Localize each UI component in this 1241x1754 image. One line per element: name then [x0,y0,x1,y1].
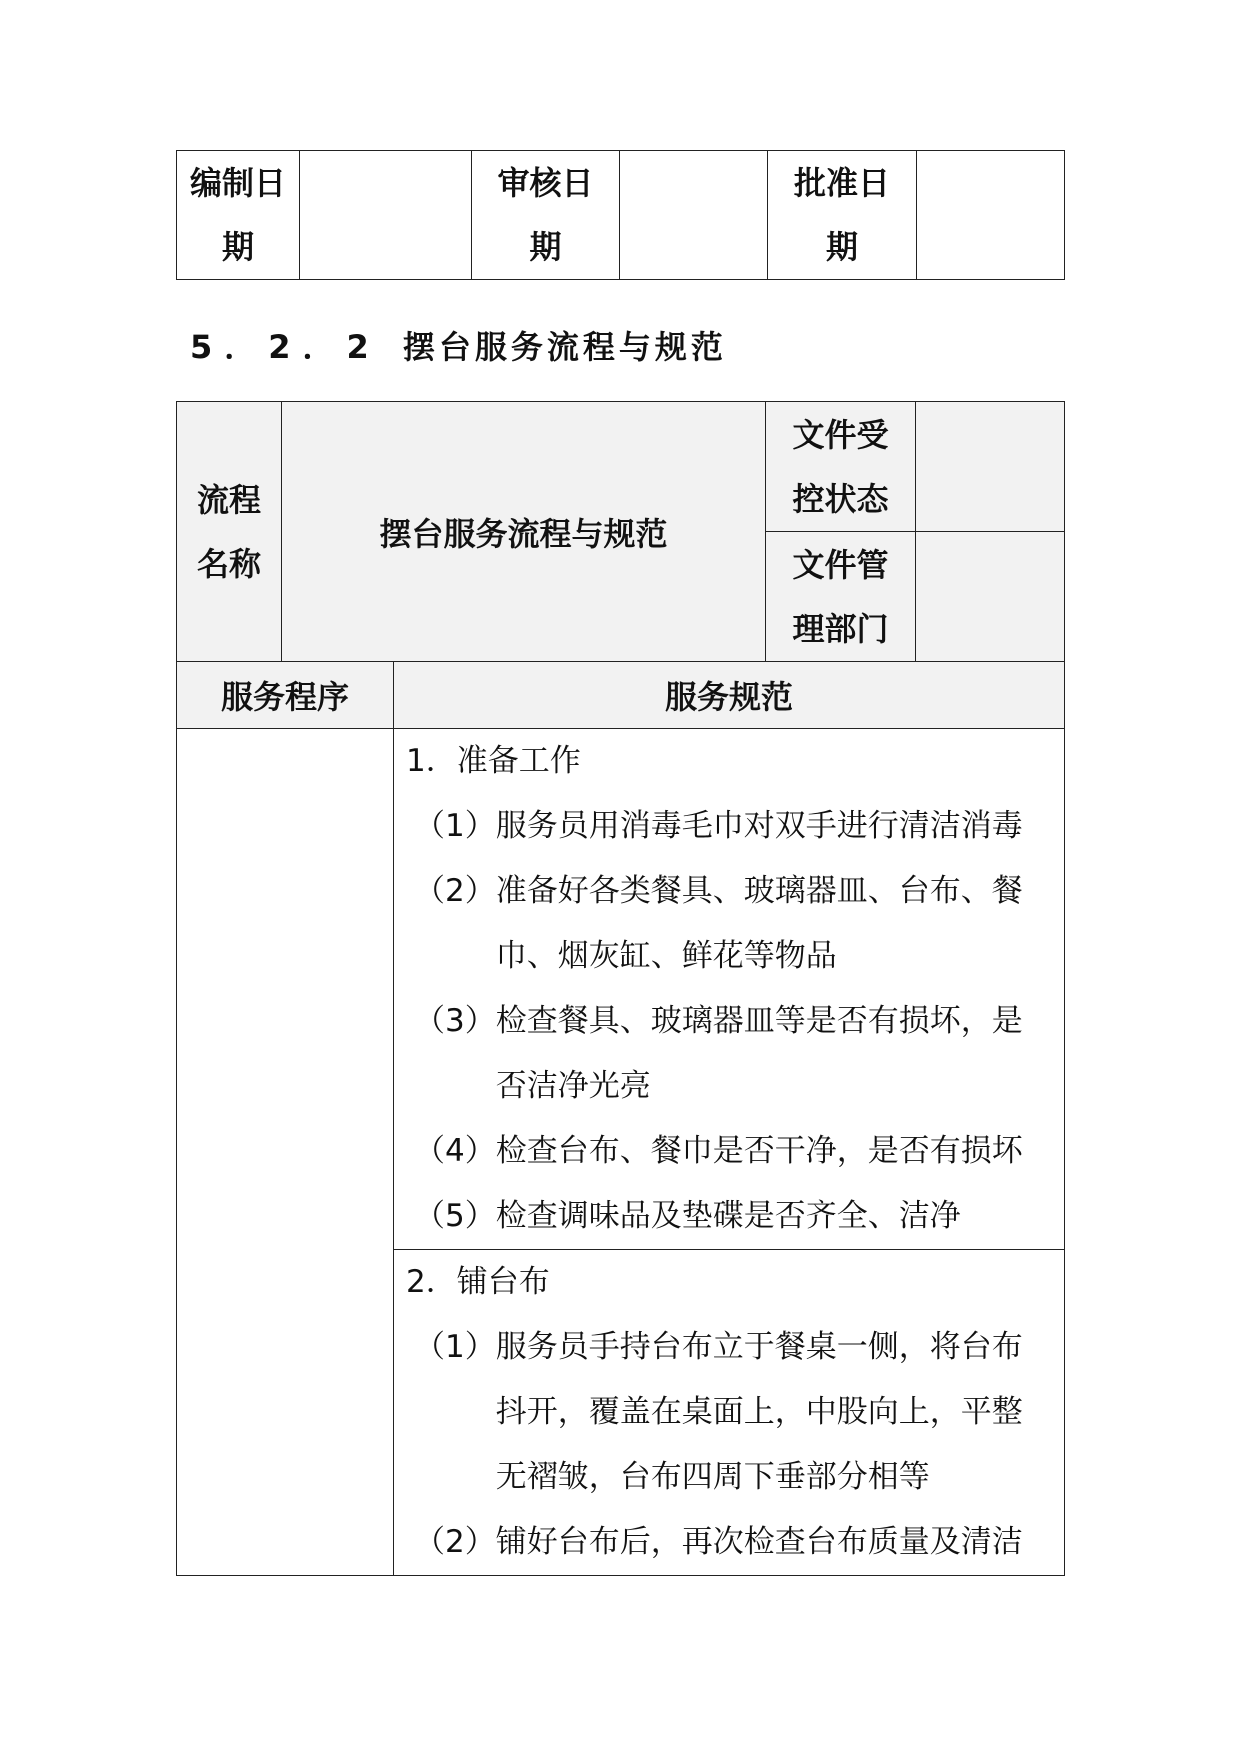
item-number: （2） [414,1524,496,1560]
item-text-line: 铺好台布后，再次检查台布质量及清洁 [495,1524,1023,1560]
item-text-line: 抖开，覆盖在桌面上，中股向上，平整 [495,1394,1023,1430]
managing-dept-value[interactable] [916,532,1065,662]
item-number: （1） [414,1329,496,1365]
item-text-line: 检查调味品及垫碟是否齐全、洁净 [495,1198,961,1234]
column-header-procedure: 服务程序 [177,662,394,729]
standard-item [406,1315,1064,1510]
control-status-label: 文件受 控状态 [766,402,916,532]
item-text [496,794,1064,859]
section-step-title: 2．铺台布 [406,1264,550,1300]
managing-dept-label: 文件管 理部门 [766,532,916,662]
standard-section [394,1249,1064,1575]
item-text [496,1119,1064,1184]
item-number: （5） [414,1198,496,1234]
standard-item [406,1184,1064,1249]
compile-date-label: 编制日 期 [177,151,300,280]
item-text-line: 检查餐具、玻璃器皿等是否有损坏，是 [495,1003,1023,1039]
section-heading [190,322,727,368]
section-number: 5．2．2 [190,328,381,366]
item-text-line: 否洁净光亮 [495,1068,651,1104]
item-text-line: 服务员用消毒毛巾对双手进行清洁消毒 [495,808,1023,844]
review-date-label: 审核日 期 [472,151,620,280]
process-name-value: 摆台服务流程与规范 [282,402,766,662]
item-number: （1） [414,808,496,844]
section-title: 摆台服务流程与规范 [402,328,727,366]
standard-item [406,1510,1064,1575]
item-number: （2） [414,873,496,909]
control-status-value[interactable] [916,402,1065,532]
item-text-line: 检查台布、餐巾是否干净，是否有损坏 [495,1133,1023,1169]
item-text-line: 准备好各类餐具、玻璃器皿、台布、餐 [495,873,1023,909]
item-text-line: 无褶皱，台布四周下垂部分相等 [495,1459,930,1495]
procedure-cell [177,729,394,1576]
item-text [496,989,1064,1119]
column-header-standard: 服务规范 [394,662,1065,729]
approve-date-value[interactable] [917,151,1065,280]
approve-date-label: 批准日 期 [768,151,917,280]
process-name-label: 流程 名称 [177,402,282,662]
standard-item [406,794,1064,859]
item-text [496,1510,1064,1575]
section-step-title: 1．准备工作 [406,743,581,779]
process-table [176,401,1065,1576]
standard-section [394,729,1064,1249]
standard-cell [394,729,1065,1576]
compile-date-value[interactable] [300,151,472,280]
item-text-line: 巾、烟灰缸、鲜花等物品 [495,938,837,974]
standard-item [406,989,1064,1119]
standard-item [406,1119,1064,1184]
item-text-line: 服务员手持台布立于餐桌一侧，将台布 [495,1329,1023,1365]
item-number: （4） [414,1133,496,1169]
item-text [496,859,1064,989]
review-date-value[interactable] [620,151,768,280]
standard-item [406,859,1064,989]
item-number: （3） [414,1003,496,1039]
sign-table [176,150,1065,280]
item-text [496,1315,1064,1510]
standard-sections [394,729,1064,1575]
item-text [496,1184,1064,1249]
